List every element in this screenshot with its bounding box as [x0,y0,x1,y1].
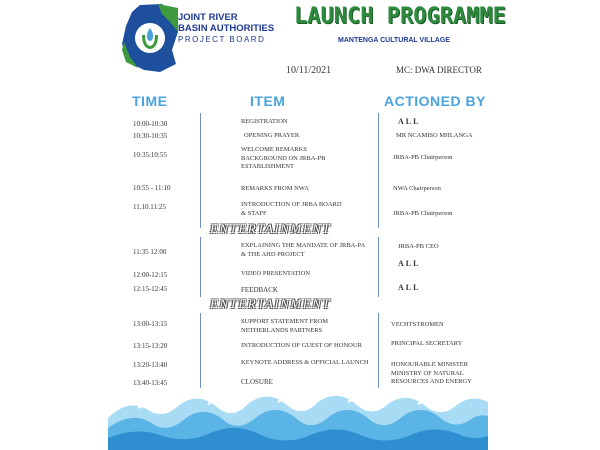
table-row-item: WELCOME REMARKS BACKGROUND ON JRBA-PB ESTABLISHMENT [241,146,326,170]
table-row-actioned-by: MR NCAMISO MHLANGA [396,132,473,139]
entertainment-break: ENTERTAINMENT [210,221,332,236]
table-row-item: VIDEO PRESENTATION [241,270,310,277]
table-row-time: 10:00-10:30 [133,120,168,128]
divider-1 [200,113,201,228]
table-row-actioned-by: HONOURABLE MINISTER MINISTRY OF NATURAL RESOURCES AND ENERGY [391,361,472,385]
divider-2 [378,113,379,228]
table-row-actioned-by: ALL [398,259,421,268]
divider-6 [378,313,379,388]
table-row-time: 11:35 12:00 [133,248,167,256]
table-row-item: REMARKS FROM NWA [241,185,309,192]
organization-name [178,12,274,45]
table-row-item: SUPPORT STATEMENT FROM NETHERLANDS PARTNERS [241,318,328,334]
table-row-time: 10:55 - 11:10 [133,184,171,192]
mc-label: MC: DWA DIRECTOR [396,65,482,75]
jrba-logo-icon [120,2,180,74]
table-row-actioned-by: ALL [398,117,421,126]
table-row-item: EXPLAINING THE MANDATE OF JRBA-PA & THE AHD PROJECT [241,242,365,258]
table-row-actioned-by: ALL [398,283,421,292]
entertainment-break: ENTERTAINMENT [210,296,332,311]
table-row-time: 13:00-13:15 [133,320,168,328]
venue-label: MANTENGA CULTURAL VILLAGE [338,37,450,44]
table-row-time: 12:00-12:15 [133,271,168,279]
column-header-item: ITEM [250,93,286,109]
table-row-time: 10:35:10:55 [133,151,167,159]
table-row-time: 12:15-12:45 [133,285,168,293]
table-row-time: 13:40-13:45 [133,379,168,387]
table-row-time: 11.10.11:25 [133,203,166,211]
table-row-item: REGISTRATION [241,118,288,125]
page-title: LAUNCH PROGRAMME [294,4,506,29]
divider-3 [200,237,201,297]
table-row-actioned-by: JRBA-PB Chairperson [393,154,453,161]
column-header-actioned-by: ACTIONED BY [384,93,486,109]
table-row-time: 13:15-13:20 [133,342,168,350]
table-row-item: INTRODUCTION OF JRBA BOARD & STAFF [241,201,342,217]
table-row-actioned-by: NWA Chairperson [393,185,441,192]
table-row-actioned-by: PRINCIPAL SECRETARY [391,340,463,347]
divider-4 [378,237,379,297]
table-row-actioned-by: VECHTSTROMEN [391,321,444,328]
table-row-actioned-by: JRBA-PB CEO [398,243,439,250]
table-row-item: INTRODUCTION OF GUEST OF HONOUR [241,342,362,349]
table-row-actioned-by: JRBA-PB Chairperson [393,210,453,217]
table-row-item: FEEDBACK [241,286,278,294]
waves-decoration-icon [108,388,488,450]
table-row-item: OPENING PRAYER [244,132,300,139]
org-line-1: JOINT RIVER [178,12,238,23]
org-line-3: PROJECT BOARD [178,35,266,44]
table-row-time: 10:30-10:35 [133,132,168,140]
table-row-time: 13:20-13:40 [133,361,168,369]
org-line-2: BASIN AUTHORITIES [178,23,275,34]
table-row-item: CLOSURE [241,378,273,386]
event-date: 10/11/2021 [286,65,332,76]
table-row-item: KEYNOTE ADDRESS & OFFICIAL LAUNCH [241,359,369,366]
column-header-time: TIME [132,93,168,109]
divider-5 [200,313,201,388]
